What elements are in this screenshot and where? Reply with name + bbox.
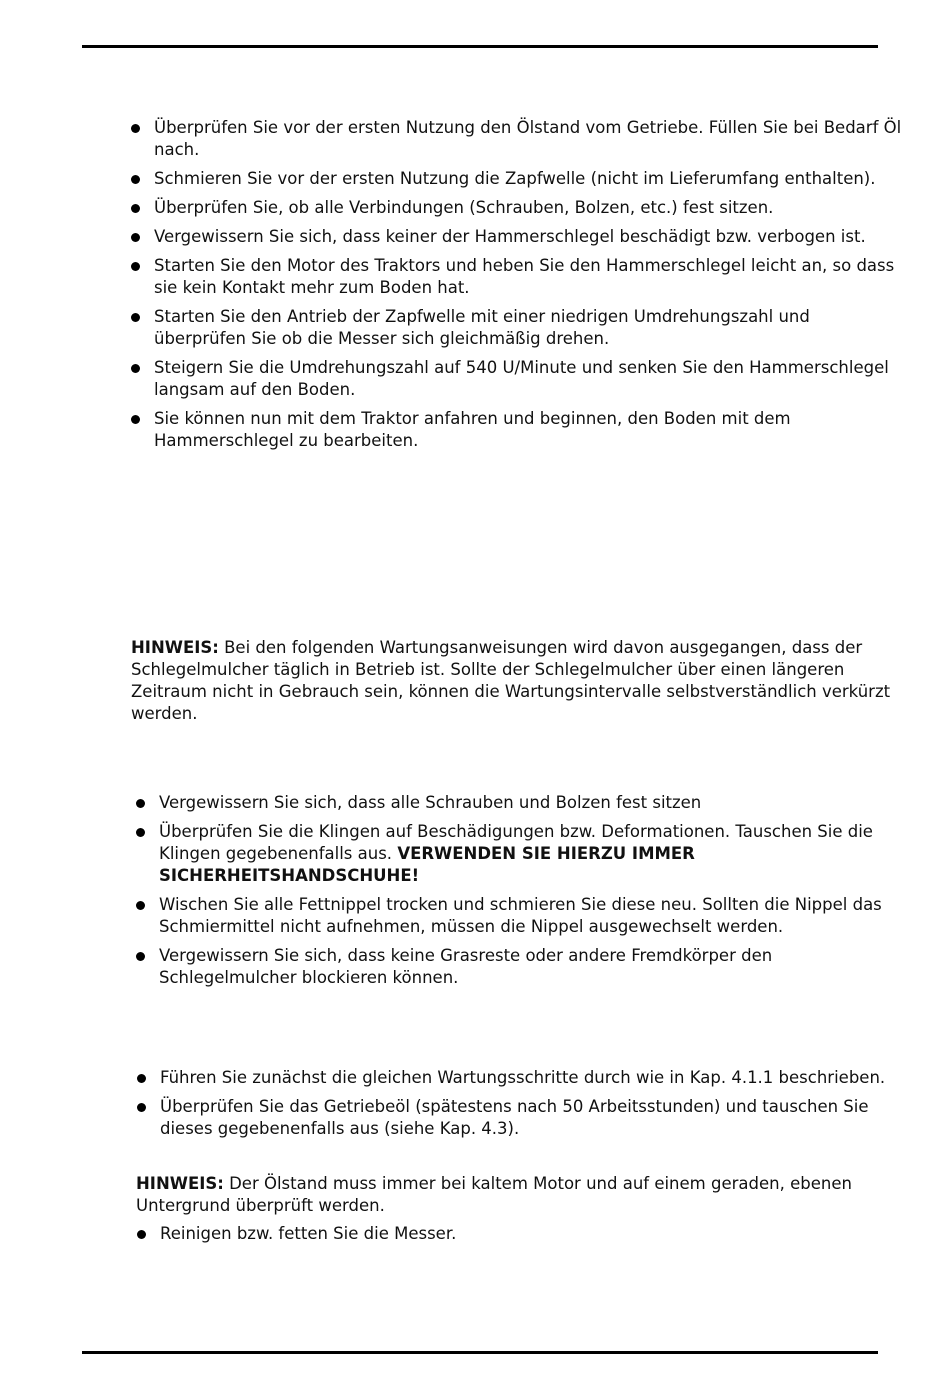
bullet-icon	[131, 313, 140, 322]
bullet-icon	[131, 175, 140, 184]
note-label: HINWEIS:	[131, 638, 219, 657]
list-item: Überprüfen Sie, ob alle Verbindungen (Schrauben, Bolzen, etc.) fest sitzen.	[154, 197, 904, 219]
bullet-icon	[137, 1230, 146, 1239]
list-item: Wischen Sie alle Fettnippel trocken und schmieren Sie diese neu. Sollten die Nippel das Schmiermittel nicht aufnehmen, müssen die Nippel ausgewechselt werden.	[159, 894, 914, 938]
list-item: Überprüfen Sie die Klingen auf Beschädigungen bzw. Deformationen. Tauschen Sie die Klingen gegebenenfalls aus. VERWENDEN SIE HIERZU IMMER SICHERHEITSHANDSCHUHE!	[159, 821, 914, 887]
bullet-icon	[131, 124, 140, 133]
bullet-icon	[131, 415, 140, 424]
final-maintenance-list	[160, 1223, 900, 1252]
bullet-icon	[131, 233, 140, 242]
footer-rule	[82, 1351, 878, 1354]
list-item: Vergewissern Sie sich, dass keine Grasreste oder andere Fremdkörper den Schlegelmulcher blockieren können.	[159, 945, 914, 989]
bullet-icon	[131, 262, 140, 271]
bullet-icon	[137, 1074, 146, 1083]
bullet-icon	[131, 204, 140, 213]
periodic-maintenance-list	[160, 1067, 900, 1147]
note-text: Bei den folgenden Wartungsanweisungen wird davon ausgegangen, dass der Schlegelmulcher täglich in Betrieb ist. Sollte der Schlegelmulcher über einen längeren Zeitraum nicht in Gebrauch sein, können die Wartungsintervalle selbstverständlich verkürzt werden.	[131, 638, 891, 723]
bullet-icon	[136, 799, 145, 808]
list-item: Schmieren Sie vor der ersten Nutzung die Zapfwelle (nicht im Lieferumfang enthalten).	[154, 168, 904, 190]
list-item: Überprüfen Sie das Getriebeöl (spätestens nach 50 Arbeitsstunden) und tauschen Sie dieses gegebenenfalls aus (siehe Kap. 4.3).	[160, 1096, 900, 1140]
note-text: Der Ölstand muss immer bei kaltem Motor und auf einem geraden, ebenen Untergrund überprüft werden.	[136, 1174, 852, 1215]
safety-warning: VERWENDEN SIE HIERZU IMMER SICHERHEITSHANDSCHUHE!	[159, 844, 695, 885]
list-item: Steigern Sie die Umdrehungszahl auf 540 U/Minute und senken Sie den Hammerschlegel langsam auf den Boden.	[154, 357, 904, 401]
list-item: Reinigen bzw. fetten Sie die Messer.	[160, 1223, 900, 1245]
list-item: Sie können nun mit dem Traktor anfahren und beginnen, den Boden mit dem Hammerschlegel zu bearbeiten.	[154, 408, 904, 452]
startup-checklist	[154, 117, 904, 459]
list-item: Vergewissern Sie sich, dass alle Schrauben und Bolzen fest sitzen	[159, 792, 914, 814]
list-item: Starten Sie den Motor des Traktors und heben Sie den Hammerschlegel leicht an, so dass sie kein Kontakt mehr zum Boden hat.	[154, 255, 904, 299]
bullet-icon	[136, 901, 145, 910]
list-item: Vergewissern Sie sich, dass keiner der Hammerschlegel beschädigt bzw. verbogen ist.	[154, 226, 904, 248]
bullet-icon	[131, 364, 140, 373]
bullet-icon	[137, 1103, 146, 1112]
list-item: Führen Sie zunächst die gleichen Wartungsschritte durch wie in Kap. 4.1.1 beschrieben.	[160, 1067, 900, 1089]
daily-maintenance-list	[159, 792, 914, 996]
list-item: Starten Sie den Antrieb der Zapfwelle mit einer niedrigen Umdrehungszahl und überprüfen Sie ob die Messer sich gleichmäßig drehen.	[154, 306, 904, 350]
note-label: HINWEIS:	[136, 1174, 224, 1193]
bullet-icon	[136, 828, 145, 837]
header-rule	[82, 45, 878, 48]
oil-level-note	[136, 1173, 896, 1217]
maintenance-note	[131, 637, 901, 725]
list-item: Überprüfen Sie vor der ersten Nutzung den Ölstand vom Getriebe. Füllen Sie bei Bedarf Öl nach.	[154, 117, 904, 161]
bullet-icon	[136, 952, 145, 961]
